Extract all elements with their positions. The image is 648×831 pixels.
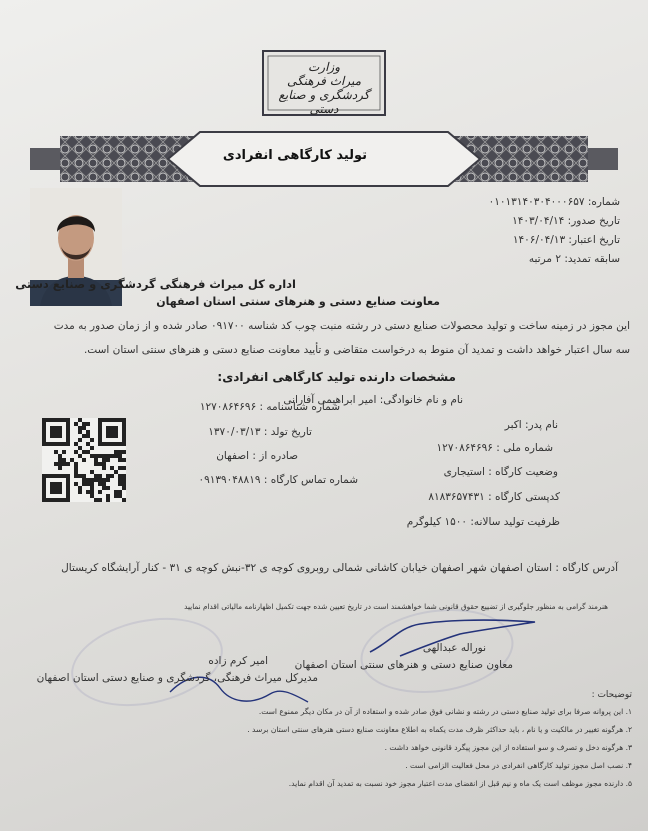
notes-title: توضیحات : bbox=[591, 690, 632, 700]
document-title: تولید کارگاهی انفرادی bbox=[222, 148, 368, 163]
field-national-id: شماره ملی : ۱۲۷۰۸۶۴۶۹۶ bbox=[436, 442, 553, 454]
field-father-name: نام پدر: اکبر bbox=[504, 419, 558, 431]
note-item: ۱. این پروانه صرفا برای تولید صنایع دستی در رشته و نشانی فوق صادر شده و استفاده از آن در مکان دیگر ممنوع است. bbox=[258, 707, 632, 716]
logo-line: وزارت bbox=[307, 60, 340, 74]
field-workshop-status: وضعیت کارگاه : استیجاری bbox=[443, 466, 558, 478]
ministry-logo bbox=[262, 50, 386, 116]
field-issued-from: صادره از : اصفهان bbox=[216, 450, 298, 462]
logo-line: میراث فرهنگی bbox=[286, 74, 362, 88]
director-title: مدیرکل میراث فرهنگی، گردشگری و صنایع دستی استان اصفهان bbox=[36, 672, 318, 684]
holder-section-title: مشخصات دارنده تولید کارگاهی انفرادی: bbox=[217, 370, 456, 384]
license-body-line: این مجوز در زمینه ساخت و تولید محصولات صنایع دستی در رشته منبت چوب کد شناسه ۰۹۱۷۰۰ صادر شده و از زمان صدور به مدت bbox=[53, 320, 630, 332]
logo-text bbox=[264, 60, 384, 116]
deputy-name: نوراله عبدالهی bbox=[422, 642, 486, 654]
tax-notice: هنرمند گرامی به منظور جلوگیری از تضییع حقوق قانونی شما خواهشمند است در تاریخ تعیین شده جهت تکمیل اظهارنامه مالیاتی اقدام نمایید bbox=[184, 602, 608, 611]
issue-date: تاریخ صدور: ۱۴۰۳/۰۴/۱۴ bbox=[512, 215, 620, 227]
deputy-title: معاون صنایع دستی و هنرهای سنتی استان اصفهان bbox=[294, 659, 513, 671]
note-item: ۵. دارنده مجوز موظف است یک ماه و نیم قبل از انقضای مدت اعتبار مجوز خود نسبت به تمدید آن اقدام نماید. bbox=[288, 779, 632, 788]
license-number: شماره: ۰۱۰۱۳۱۴۰۳۰۴۰۰۰۶۵۷ bbox=[488, 196, 620, 208]
workshop-address: آدرس کارگاه : استان اصفهان شهر اصفهان خیابان کاشانی شمالی روبروی کوچه ی ۳۲-نبش کوچه ی ۳۱ - کنار آرایشگاه کریستال bbox=[61, 562, 618, 574]
field-birth-date: تاریخ تولد : ۱۳۷۰/۰۳/۱۳ bbox=[208, 426, 312, 438]
field-postal-code: کدپستی کارگاه : ۸۱۸۳۶۵۷۴۳۱ bbox=[428, 491, 560, 503]
logo-line: گردشگری و صنایع دستی bbox=[278, 88, 370, 116]
qr-code-icon bbox=[42, 418, 126, 502]
director-name: امیر کرم زاده bbox=[208, 655, 268, 667]
license-body-line: سه سال اعتبار خواهد داشت و تمدید آن منوط به درخواست متقاضی و تأیید معاونت صنایع دستی و هنرهای سنتی استان است. bbox=[83, 344, 630, 356]
field-birth-certificate: شماره شناسنامه : ۱۲۷۰۸۶۴۶۹۶ bbox=[199, 401, 340, 413]
note-item: ۲. هرگونه تغییر در مالکیت و یا نام ، باید حداکثر ظرف مدت یکماه به اطلاع معاونت صنایع دستی هنرهای سنتی استان برسد . bbox=[247, 725, 632, 734]
renewal-history: سابقه تمدید: ۲ مرتبه bbox=[528, 253, 620, 265]
field-annual-capacity: ظرفیت تولید سالانه: ۱۵۰۰ کیلوگرم bbox=[406, 516, 560, 528]
organization-name: اداره کل میراث فرهنگی گردشگری و صنایع دستی bbox=[15, 277, 296, 291]
validity-date: تاریخ اعتبار: ۱۴۰۶/۰۴/۱۳ bbox=[512, 234, 620, 246]
field-workshop-phone: شماره تماس کارگاه : ۰۹۱۳۹۰۴۸۸۱۹ bbox=[198, 474, 358, 486]
field-full-name: نام و نام خانوادگی: امیر ابراهیمی آفارانی bbox=[283, 394, 463, 406]
qr-code bbox=[42, 418, 126, 502]
note-item: ۴. نصب اصل مجوز تولید کارگاهی انفرادی در محل فعالیت الزامی است . bbox=[405, 761, 632, 770]
note-item: ۳. هرگونه دخل و تصرف و سو استفاده از این مجوز پیگرد قانونی خواهد داشت . bbox=[384, 743, 632, 752]
department-name: معاونت صنایع دستی و هنرهای سنتی استان اصفهان bbox=[156, 295, 440, 308]
